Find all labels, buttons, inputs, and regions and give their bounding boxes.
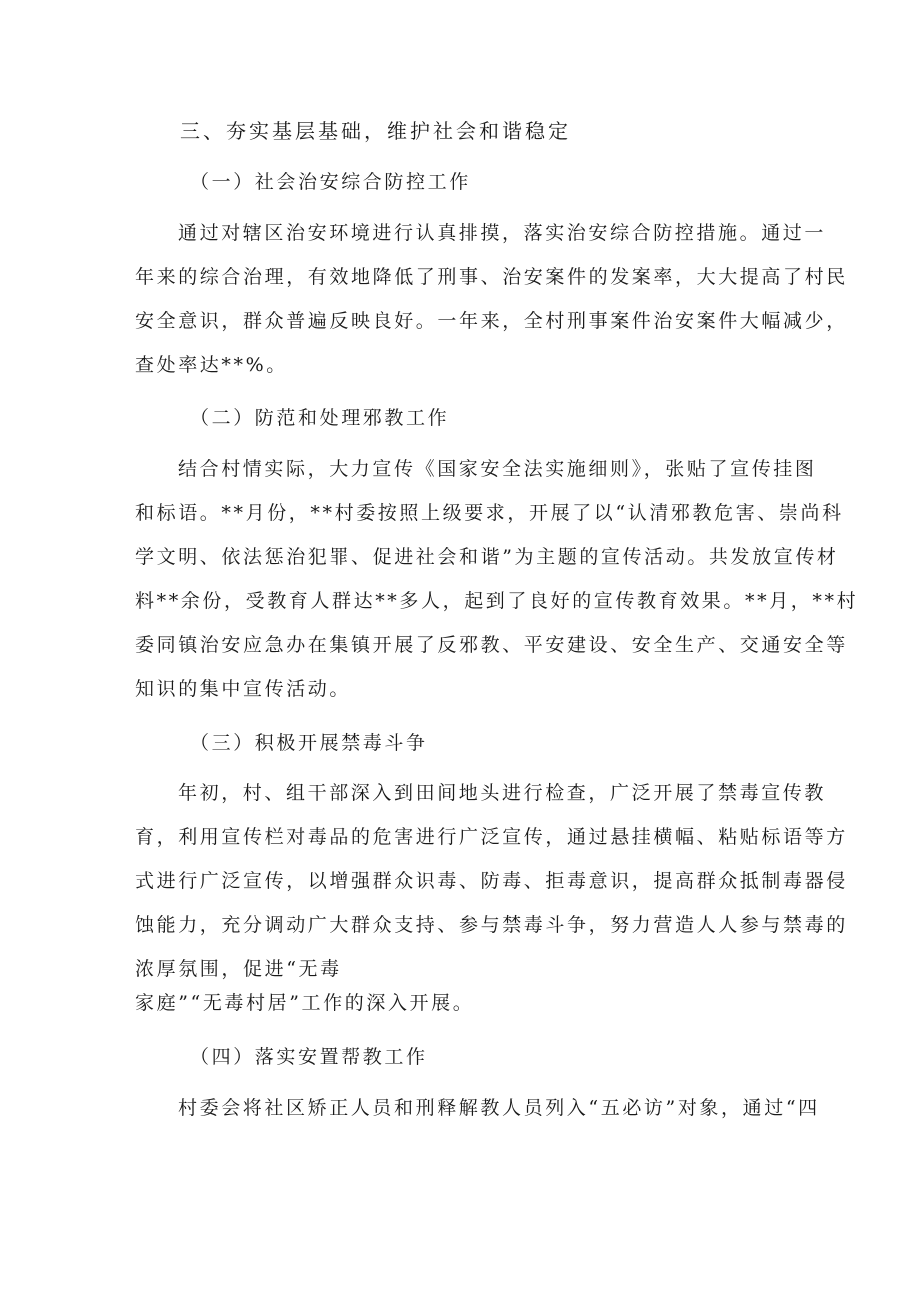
paragraph-line: 结合村情实际，大力宣传《国家安全法实施细则》，张贴了宣传挂图 (178, 458, 817, 480)
paragraph-line: 育，利用宣传栏对毒品的危害进行广泛宣传，通过悬挂横幅、粘贴标语等方 (135, 826, 848, 848)
paragraph-line: 浓厚氛围，促进“无毒 (135, 958, 342, 980)
paragraph-line: 安全意识，群众普遍反映良好。一年来，全村刑事案件治安案件大幅减少， (135, 310, 848, 332)
paragraph-line: 蚀能力，充分调动广大群众支持、参与禁毒斗争，努力营造人人参与禁毒的 (135, 914, 848, 936)
paragraph-line: 年来的综合治理，有效地降低了刑事、治安案件的发案率，大大提高了村民 (135, 266, 848, 288)
subsection-heading-2: （二）防范和处理邪教工作 (190, 407, 450, 429)
paragraph-line: 家庭”“无毒村居”工作的深入开展。 (135, 992, 475, 1014)
paragraph-line: 通过对辖区治安环境进行认真排摸，落实治安综合防控措施。通过一 (178, 222, 827, 244)
subsection-heading-3: （三）积极开展禁毒斗争 (190, 732, 428, 754)
subsection-heading-4: （四）落实安置帮教工作 (190, 1046, 428, 1068)
paragraph-line: 式进行广泛宣传，以增强群众识毒、防毒、拒毒意识，提高群众抵制毒器侵 (135, 870, 848, 892)
paragraph-line: 查处率达**%。 (135, 354, 288, 376)
paragraph-line: 料**余份，受教育人群达**多人，起到了良好的宣传教育效果。**月，**村 (135, 590, 859, 612)
subsection-heading-1: （一）社会治安综合防控工作 (190, 171, 471, 193)
paragraph-line: 委同镇治安应急办在集镇开展了反邪教、平安建设、安全生产、交通安全等 (135, 634, 848, 656)
paragraph-line: 年初，村、组干部深入到田间地头进行检查，广泛开展了禁毒宣传教 (178, 782, 827, 804)
paragraph-line: 和标语。**月份，**村委按照上级要求，开展了以“认清邪教危害、崇尚科 (135, 502, 844, 524)
paragraph-line: 村委会将社区矫正人员和刑释解教人员列入“五必访”对象，通过“四 (178, 1097, 820, 1119)
paragraph-line: 学文明、依法惩治犯罪、促进社会和谐”为主题的宣传活动。共发放宣传材 (135, 546, 839, 568)
section-title: 三、夯实基层基础，维护社会和谐稳定 (180, 119, 571, 143)
paragraph-line: 知识的集中宣传活动。 (135, 678, 352, 700)
